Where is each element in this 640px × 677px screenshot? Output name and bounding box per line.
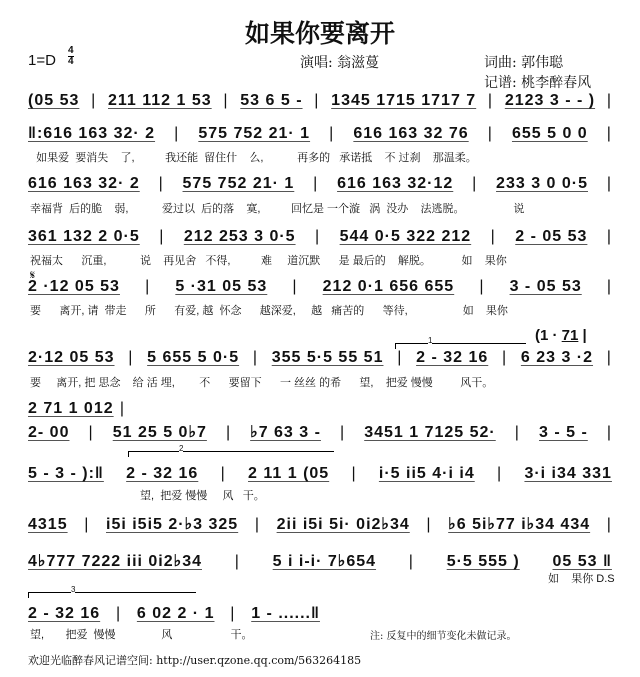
time-sig-top: 4: [68, 45, 74, 56]
measure: 3·i i34 331: [524, 465, 612, 482]
bar-line: |: [497, 465, 503, 482]
measure: 6 02 2 · 1: [136, 605, 215, 622]
bar-line: |: [88, 424, 94, 441]
measure: 6 23 3 ·2: [520, 349, 594, 366]
transcriber: 记谱: 桃李醉春风: [484, 75, 592, 91]
measure: 5·5 555 ): [446, 553, 520, 570]
measure: 212 0·1 656 655: [322, 278, 455, 295]
volta-2: [128, 444, 334, 457]
bar-line: |: [292, 278, 298, 295]
lyrics-line: 要 离开, 请 带走 所 有爱, 越 怀念 越深爱, 越 痛苦的 等待, 如 果你: [30, 305, 508, 317]
measure: 2 - 05 53: [515, 228, 588, 245]
bar-line: |: [606, 278, 612, 295]
measure: 2123 3 - - ): [504, 92, 596, 109]
measure: 4♭777 7222 iii 0i2♭34: [28, 553, 202, 570]
measure: 2 11 1 (05: [248, 465, 330, 482]
bar-line: |: [174, 125, 180, 142]
measure: 53 6 5 -: [240, 92, 303, 109]
measure: ‖:616 163 32· 2: [28, 125, 156, 142]
transcription-note: 注: 反复中的细节变化未做记录。: [370, 631, 517, 642]
measure: 655 5 0 0: [511, 125, 588, 142]
bar-line: |: [606, 125, 612, 142]
measure: 2 ·12 05 53: [28, 278, 120, 295]
bar-line: |: [340, 424, 346, 441]
notation-row: [28, 422, 612, 442]
bar-line: |: [91, 92, 97, 109]
measure: 5 i i-i· 7♭654: [272, 553, 377, 570]
measure: 2ii i5i 5i· 0i2♭34: [276, 516, 410, 533]
measure: 361 132 2 0·5: [28, 228, 140, 245]
notation-row: [28, 278, 612, 296]
bar-line: |: [223, 92, 229, 109]
measure: 51 25 5 0♭7: [112, 424, 207, 441]
bar-line: |: [397, 349, 403, 366]
key-signature: 1=D: [28, 52, 56, 69]
notation-row: [28, 514, 612, 534]
bar-line: |: [159, 228, 165, 245]
bar-line: |: [501, 349, 508, 366]
notation-row: [28, 228, 612, 246]
measure: 1 - ......‖: [251, 605, 320, 622]
time-sig-bottom: 4: [68, 56, 74, 67]
bar-line: |: [514, 424, 520, 441]
bar-line: |: [115, 605, 122, 622]
notation-row: [28, 125, 612, 143]
volta-label: 3: [71, 585, 76, 594]
bar-line: |: [234, 553, 240, 570]
measure: 616 163 32· 2: [28, 175, 140, 192]
measure: 544 0·5 322 212: [339, 228, 472, 245]
lyrics-line: 望, 把爱 慢慢 风 干。: [30, 629, 253, 641]
composer: 词曲: 郭伟聪: [484, 55, 564, 71]
lyrics-line: 幸福背 后的脆 弱, 爱过以 后的落 寞, 回忆是 一个漩 涡 没办 法逃脱。 说: [30, 203, 525, 215]
volta-label: 2: [179, 444, 184, 453]
bar-line: |: [230, 605, 236, 622]
lyrics-line: 要 离开, 把 思念 给 活 埋, 不 要留下 一 丝丝 的希 望, 把爱 慢慢 风干。: [30, 377, 494, 389]
measure: 355 5·5 55 51: [271, 349, 384, 366]
bar-line: |: [606, 424, 612, 441]
measure: 2·12 05 53: [28, 349, 115, 366]
lyrics-line: 望, 把爱 慢慢 风 干。: [30, 490, 265, 502]
measure: 2 - 32 16: [416, 349, 489, 366]
bar-line: |: [225, 424, 232, 441]
measure: 2- 00: [28, 424, 70, 441]
notation-row: [28, 605, 320, 623]
volta-3: [28, 585, 196, 598]
bar-line: |: [128, 349, 134, 366]
measure: 575 752 21· 1: [198, 125, 311, 142]
measure: 3451 1 7125 52·: [364, 424, 496, 441]
notation-row: [28, 175, 612, 193]
bar-line: |: [487, 92, 494, 109]
lyrics-line: 如果爱 要消失 了, 我还能 留住什 么, 再多的 承诺抵 不 过刹 那温柔。: [30, 152, 477, 164]
singer: 演唱: 翁滋蔓: [300, 55, 380, 71]
time-signature: [68, 46, 74, 67]
measure: 2 - 32 16: [28, 605, 101, 622]
notation-row: [28, 400, 125, 418]
bar-line: |: [351, 465, 357, 482]
measure: i·5 ii5 4·i i4: [378, 465, 475, 482]
measure: (05 53: [28, 92, 80, 109]
volta-label: 1: [428, 336, 433, 345]
measure: ♭7 63 3 -: [250, 424, 321, 441]
bar-line: |: [158, 175, 164, 192]
measure: 5 ·31 05 53: [175, 278, 268, 295]
measure: 5 655 5 0·5: [147, 349, 240, 366]
bar-line: |: [606, 228, 612, 245]
measure: 05 53 ‖: [552, 553, 612, 570]
bar-line: |: [408, 553, 414, 570]
notation-row: [28, 465, 612, 483]
bar-line: |: [606, 349, 612, 366]
segno-sign: 𝄋: [30, 268, 36, 282]
bar-line: |: [606, 516, 612, 533]
measure: 2 - 32 16: [126, 465, 199, 482]
song-title: 如果你要离开: [244, 19, 395, 48]
measure: 616 163 32·12: [337, 175, 454, 192]
bar-line: |: [252, 349, 258, 366]
measure: 1345 1715 1717 7: [331, 92, 477, 109]
intro-fragment: (1 · 71 |: [535, 327, 587, 344]
lyrics-line: 如 果你 D.S: [548, 573, 615, 585]
bar-line: |: [313, 175, 319, 192]
notation-row: [28, 349, 612, 367]
bar-line: |: [472, 175, 478, 192]
measure: 211 112 1 53: [108, 92, 212, 109]
bar-line: |: [145, 278, 151, 295]
bar-line: |: [426, 516, 432, 533]
notation-row: [28, 551, 612, 571]
measure: 5 - 3 - ):‖: [28, 465, 104, 482]
bar-line: |: [314, 92, 320, 109]
measure: 4315: [28, 516, 68, 533]
bar-line: |: [119, 400, 125, 417]
measure: i5i i5i5 2·♭3 325: [106, 516, 239, 533]
measure: 2 71 1 012: [28, 400, 114, 417]
measure: ♭6 5i♭77 i♭34 434: [448, 516, 591, 533]
measure: 3 - 5 -: [539, 424, 588, 441]
bar-line: |: [487, 125, 493, 142]
bar-line: |: [84, 516, 90, 533]
measure: 616 163 32 76: [353, 125, 469, 142]
measure: 3 - 05 53: [509, 278, 582, 295]
bar-line: |: [606, 92, 612, 109]
bar-line: |: [220, 465, 226, 482]
lyrics-line: 祝福太 沉重, 说 再见舍 不得, 难 道沉默 是 最后的 解脱。 如 果你: [30, 255, 507, 267]
bar-line: |: [606, 175, 612, 192]
measure: 575 752 21· 1: [182, 175, 295, 192]
bar-line: |: [479, 278, 485, 295]
bar-line: |: [490, 228, 496, 245]
footer-link[interactable]: 欢迎光临醉春风记谱空间: http://user.qzone.qq.com/563264185: [28, 654, 362, 667]
bar-line: |: [329, 125, 335, 142]
bar-line: |: [254, 516, 260, 533]
notation-row: [28, 92, 612, 110]
measure: 212 253 3 0·5: [183, 228, 296, 245]
measure: 233 3 0 0·5: [496, 175, 588, 192]
bar-line: |: [315, 228, 321, 245]
